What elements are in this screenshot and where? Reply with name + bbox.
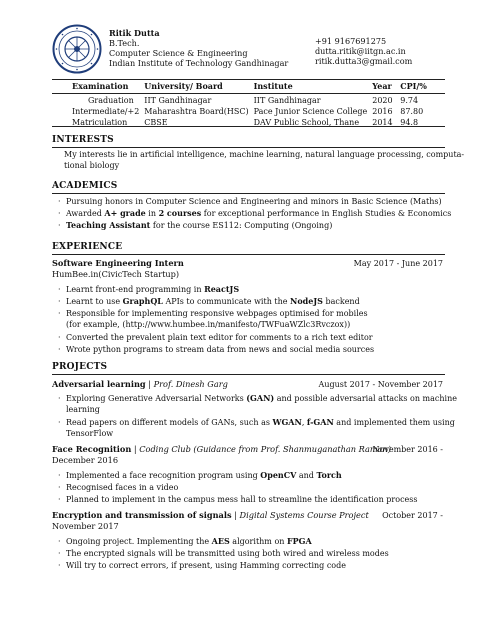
table-cell: 2014: [372, 118, 393, 127]
table-cell: Intermediate/+2: [72, 107, 140, 116]
list-item: · Converted the prevalent plain text editor for comments to a rich text editor: [58, 333, 373, 342]
col-year: Year: [372, 81, 392, 91]
list-item: · Teaching Assistant for the course ES112: Computing (Ongoing): [58, 220, 333, 230]
section-title-experience: EXPERIENCE: [52, 242, 123, 252]
department: Computer Science & Engineering: [109, 48, 248, 58]
list-item-cont[interactable]: (for example, (http://www.humbee.in/manifesto/TWFuaWZlc3Rvczox)): [66, 320, 351, 329]
project-2-heading: Face Recognition | Coding Club (Guidance from Prof. Shanmuganathan Raman): [52, 444, 392, 454]
col-board: University/ Board: [144, 81, 223, 91]
header-contact: [315, 36, 412, 66]
section-rule: [52, 374, 445, 375]
email-secondary[interactable]: ritik.dutta3@gmail.com: [315, 56, 413, 66]
project-3-dates: October 2017 -: [382, 511, 443, 520]
list-item-cont: learning: [66, 405, 100, 414]
section-title-projects: PROJECTS: [52, 362, 108, 372]
table-cell: Graduation: [88, 96, 134, 105]
section-rule: [52, 147, 445, 148]
table-cell: 2016: [372, 107, 393, 116]
project-2-dates: November 2016 -: [372, 445, 443, 454]
job-title: Software Engineering Intern: [52, 258, 184, 268]
list-item: · Pursuing honors in Computer Science and Engineering and minors in Basic Science (Maths): [58, 197, 442, 206]
table-row: [52, 95, 445, 106]
col-institute: Institute: [253, 81, 293, 91]
project-3-dates-cont: November 2017: [52, 521, 119, 531]
table-cell: Pace Junior Science College: [253, 107, 368, 116]
table-cell: 2020: [372, 96, 393, 105]
table-cell: IIT Gandhinagar: [144, 96, 212, 105]
project-1-dates: August 2017 - November 2017: [318, 380, 443, 389]
job-org: HumBee.in(CivicTech Startup): [52, 269, 180, 279]
table-cell: 9.74: [400, 96, 419, 105]
section-title-academics: ACADEMICS: [52, 181, 118, 191]
education-table: [52, 81, 445, 128]
email-primary[interactable]: dutta.ritik@iitgn.ac.in: [315, 46, 406, 56]
list-item: · Awarded A+ grade in 2 courses for exceptional performance in English Studies & Economics: [58, 208, 452, 218]
table-bottom-rule: [52, 126, 445, 127]
list-item: · Recognised faces in a video: [58, 483, 179, 492]
table-top-rule: [52, 79, 445, 80]
list-item: · The encrypted signals will be transmitted using both wired and wireless modes: [58, 549, 389, 558]
col-examination: Examination: [72, 81, 129, 91]
table-cell: Maharashtra Board(HSC): [144, 107, 249, 116]
list-item: · Learnt front-end programming in ReactJS: [58, 284, 240, 294]
table-cell: CBSE: [144, 118, 168, 127]
institute: Indian Institute of Technology Gandhinagar: [109, 58, 289, 68]
table-header-row: [52, 81, 445, 92]
project-1-heading: Adversarial learning | Prof. Dinesh Garg: [52, 379, 228, 389]
iitgn-logo-icon: [52, 24, 102, 74]
header-left: [109, 28, 288, 68]
list-item: · Planned to implement in the campus mess hall to streamline the identification process: [58, 495, 418, 504]
table-cell: 94.8: [400, 118, 419, 127]
list-item: · Responsible for implementing responsive webpages optimised for mobiles: [58, 309, 368, 318]
list-item: · Read papers on different models of GANs, such as WGAN, f-GAN and implemented them using: [58, 417, 455, 427]
candidate-name: Ritik Dutta: [109, 28, 160, 38]
list-item: · Implemented a face recognition program using OpenCV and Torch: [58, 470, 342, 480]
list-item: · Wrote python programs to stream data from news and social media sources: [58, 345, 375, 354]
list-item: · Exploring Generative Adversarial Networks (GAN) and possible adversarial attacks on machine: [58, 393, 457, 403]
list-item: · Ongoing project. Implementing the AES algorithm on FPGA: [58, 536, 312, 546]
interests-line-1: My interests lie in artificial intelligence, machine learning, natural language processing, computa-: [64, 150, 465, 159]
list-item: · Will try to correct errors, if present, using Hamming correcting code: [58, 561, 346, 570]
table-cell: DAV Public School, Thane: [253, 118, 360, 127]
section-rule: [52, 193, 445, 194]
list-item: · Learnt to use GraphQL APIs to communicate with the NodeJS backend: [58, 296, 360, 306]
table-cell: 87.80: [400, 107, 424, 116]
job-dates: May 2017 - June 2017: [353, 259, 443, 268]
interests-line-2: tional biology: [64, 161, 120, 170]
list-item-cont: TensorFlow: [66, 429, 114, 438]
table-cell: Matriculation: [72, 118, 128, 127]
col-cpi: CPI/%: [400, 81, 427, 91]
project-3-heading: Encryption and transmission of signals | Digital Systems Course Project: [52, 510, 369, 520]
phone-number: +91 9167691275: [315, 36, 387, 46]
table-cell: IIT Gandhinagar: [253, 96, 321, 105]
project-2-dates-cont: December 2016: [52, 455, 119, 465]
degree: B.Tech.: [109, 38, 140, 48]
section-title-interests: INTERESTS: [52, 135, 114, 145]
table-row: [52, 106, 445, 117]
section-rule: [52, 254, 445, 255]
